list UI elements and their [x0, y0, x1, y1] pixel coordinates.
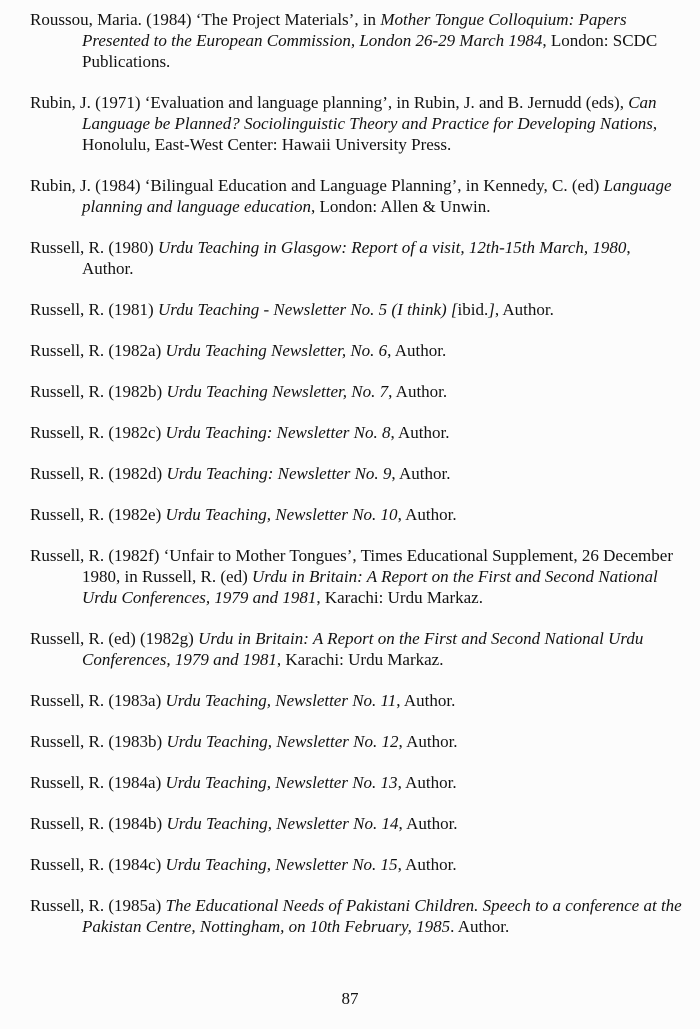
reference-text-segment: Rubin, J. (1984) ‘Bilingual Education and Language Planning’, in Kennedy, C. (ed): [30, 176, 604, 195]
reference-text-segment: , Author.: [387, 341, 447, 360]
reference-text-segment: , Karachi: Urdu Markaz.: [276, 650, 444, 669]
reference-text-segment: Urdu Teaching, Newsletter No. 12: [166, 732, 399, 751]
reference-entry: [30, 175, 685, 217]
reference-text-segment: Russell, R. (1980): [30, 238, 158, 257]
reference-text-segment: Can Language be Planned? Sociolinguistic Theory and Practice for Developing Nations: [82, 93, 657, 133]
reference-text-segment: , Author.: [388, 382, 448, 401]
reference-entry: [30, 340, 685, 361]
reference-text-segment: Russell, R. (1982d): [30, 464, 167, 483]
reference-text-segment: Russell, R. (1983a): [30, 691, 166, 710]
reference-text-segment: Rubin, J. (1971) ‘Evaluation and language planning’, in Rubin, J. and B. Jernudd (eds),: [30, 93, 629, 112]
reference-entry: [30, 895, 685, 937]
reference-entry: [30, 545, 685, 608]
reference-entry: [30, 299, 685, 320]
bibliography-page: [30, 9, 685, 957]
reference-text-segment: Russell, R. (1982a): [30, 341, 166, 360]
reference-entry: [30, 731, 685, 752]
reference-text-segment: , London: SCDC Publications.: [82, 31, 658, 71]
reference-entry: [30, 422, 685, 443]
reference-entry: [30, 628, 685, 670]
reference-text-segment: , Author.: [398, 814, 458, 833]
reference-text-segment: Urdu in Britain: A Report on the First and Second National Urdu Conferences, 1979 and 1981: [82, 567, 658, 607]
reference-entry: [30, 854, 685, 875]
reference-text-segment: Russell, R. (1982e): [30, 505, 166, 524]
reference-text-segment: Urdu Teaching Newsletter, No. 7: [166, 382, 389, 401]
reference-entry: [30, 92, 685, 155]
reference-text-segment: Urdu Teaching - Newsletter No. 5 (I think) [: [157, 300, 458, 319]
reference-text-segment: Russell, R. (1983b): [30, 732, 167, 751]
reference-text-segment: Roussou, Maria. (1984) ‘The Project Materials’, in: [30, 10, 381, 29]
reference-text-segment: ibid.: [457, 300, 489, 319]
reference-entry: [30, 237, 685, 279]
reference-text-segment: Urdu Teaching: Newsletter No. 8: [165, 423, 391, 442]
reference-text-segment: Urdu Teaching in Glasgow: Report of a visit, 12th-15th March, 1980: [157, 238, 627, 257]
reference-text-segment: , Author.: [397, 773, 457, 792]
reference-text-segment: Russell, R. (1982f) ‘Unfair to Mother Tongues’, Times Educational Supplement, 26 December 1980, in Russell, R. (ed): [30, 546, 673, 586]
reference-text-segment: Russell, R. (1984a): [30, 773, 166, 792]
reference-text-segment: , Author.: [391, 464, 451, 483]
reference-text-segment: Russell, R. (1984b): [30, 814, 167, 833]
reference-text-segment: Russell, R. (ed) (1982g): [30, 629, 199, 648]
reference-text-segment: Urdu Teaching: Newsletter No. 9: [166, 464, 392, 483]
reference-text-segment: Language planning and language education: [82, 176, 672, 216]
reference-text-segment: , Author.: [82, 238, 631, 278]
reference-text-segment: Russell, R. (1984c): [30, 855, 166, 874]
reference-list: [30, 9, 685, 937]
reference-text-segment: Russell, R. (1982b): [30, 382, 167, 401]
reference-text-segment: , Author.: [397, 505, 457, 524]
reference-text-segment: . Author.: [450, 917, 510, 936]
reference-text-segment: The Educational Needs of Pakistani Children. Speech to a conference at the Pakistan Centre, Nottingham, on 10th February, 1985: [82, 896, 682, 936]
reference-text-segment: Russell, R. (1985a): [30, 896, 166, 915]
reference-text-segment: , Author.: [398, 732, 458, 751]
reference-text-segment: Urdu in Britain: A Report on the First and Second National Urdu Conferences, 1979 and 1981: [82, 629, 644, 669]
reference-text-segment: ]: [488, 300, 495, 319]
reference-entry: [30, 463, 685, 484]
reference-text-segment: Urdu Teaching, Newsletter No. 10: [165, 505, 398, 524]
reference-text-segment: , Honolulu, East-West Center: Hawaii University Press.: [82, 114, 658, 154]
reference-text-segment: Russell, R. (1981): [30, 300, 158, 319]
reference-text-segment: Russell, R. (1982c): [30, 423, 166, 442]
reference-entry: [30, 9, 685, 72]
reference-text-segment: , Author.: [390, 423, 450, 442]
reference-entry: [30, 690, 685, 711]
reference-text-segment: , Karachi: Urdu Markaz.: [316, 588, 483, 607]
reference-text-segment: , Author.: [494, 300, 554, 319]
reference-text-segment: , Author.: [396, 691, 456, 710]
page-number: 87: [341, 989, 359, 1008]
reference-text-segment: , London: Allen & Unwin.: [311, 197, 491, 216]
reference-entry: [30, 381, 685, 402]
reference-entry: [30, 813, 685, 834]
reference-text-segment: Urdu Teaching, Newsletter No. 14: [166, 814, 399, 833]
reference-text-segment: Mother Tongue Colloquium: Papers Presented to the European Commission, London 26-29 March 1984: [82, 10, 627, 50]
reference-text-segment: Urdu Teaching, Newsletter No. 13: [165, 773, 398, 792]
reference-text-segment: Urdu Teaching, Newsletter No. 11: [165, 691, 397, 710]
reference-text-segment: Urdu Teaching, Newsletter No. 15: [165, 855, 398, 874]
reference-entry: [30, 504, 685, 525]
reference-text-segment: , Author.: [397, 855, 457, 874]
reference-entry: [30, 772, 685, 793]
reference-text-segment: Urdu Teaching Newsletter, No. 6: [165, 341, 388, 360]
